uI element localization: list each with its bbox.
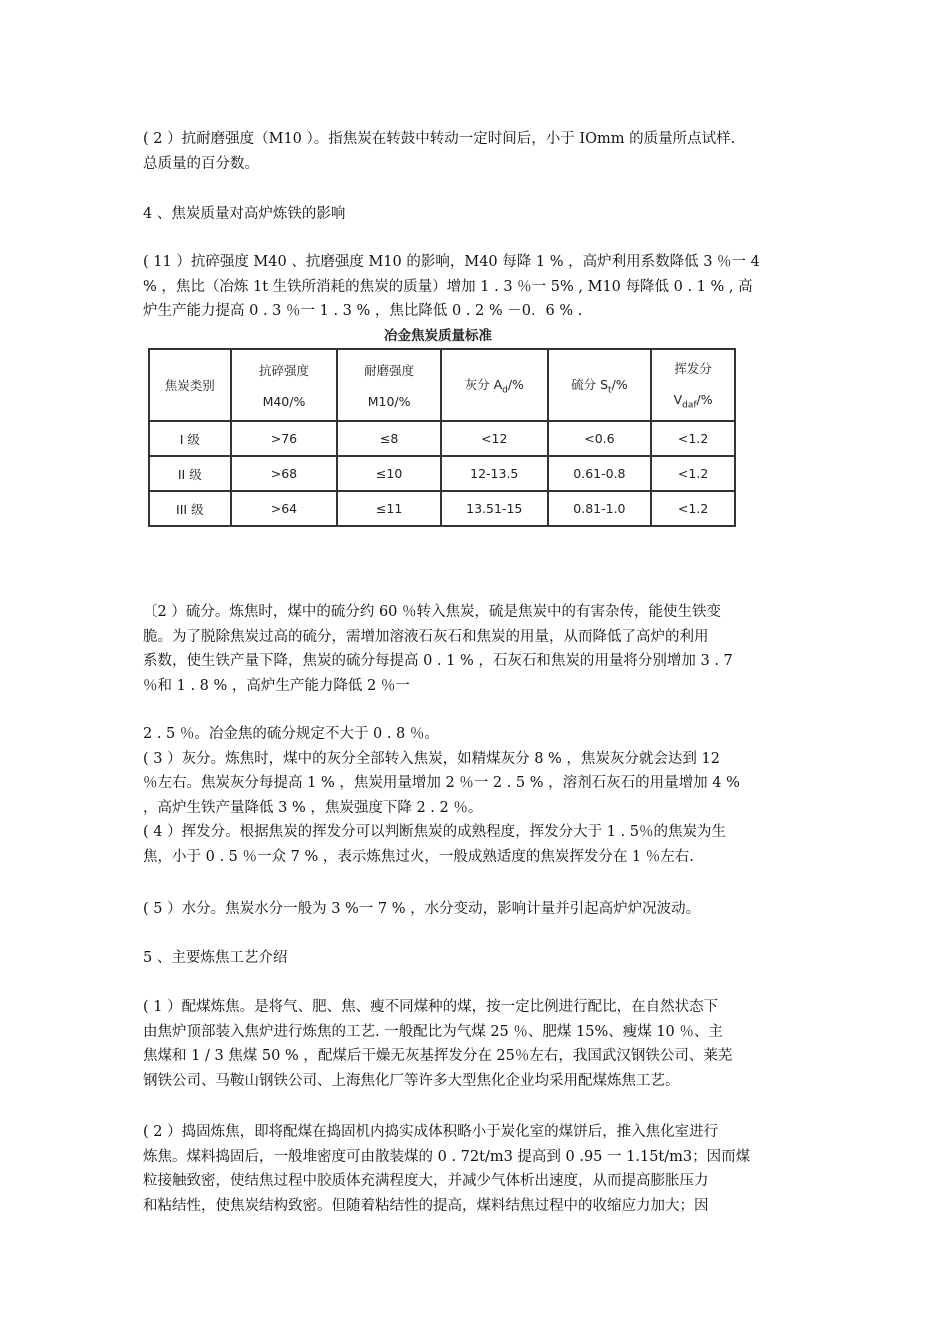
text-line: 粒接触致密，使结焦过程中胶质体充满程度大，并减少气体析出速度，从而提高膨胀压力 [143, 1173, 709, 1189]
text-line: 脆。为了脱除焦炭过高的硫分，需增加溶液石灰石和焦炭的用量，从而降低了高炉的利用 [143, 628, 709, 645]
table-row [149, 491, 735, 526]
paragraph-moisture [143, 897, 813, 922]
text-line: % ，焦比（冶炼 1t 生铁所消耗的焦炭的质量）增加 1 . 3 ％一 5% , M10 每降低 0 . 1 % , 高 [143, 278, 753, 295]
cell-ash: 13.51-15 [441, 491, 548, 526]
cell-class: III 级 [149, 491, 231, 526]
text-line: ( 2 ）抗耐磨强度（M10 ）。指焦炭在转鼓中转动一定时间后，小于 IOmm 的质量所点试样. [143, 131, 736, 147]
heading-text: 4 、焦炭质量对高炉炼铁的影响 [143, 206, 346, 222]
paragraph-strength-impact [143, 250, 813, 324]
cell-sulfur: 0.81-1.0 [548, 491, 652, 526]
cell-volatile: <1.2 [651, 456, 735, 491]
cell-m40: >68 [231, 456, 338, 491]
heading-text: 5 、主要炼焦工艺介绍 [143, 950, 288, 966]
text-line: ％和 1 . 8 % ，高炉生产能力降低 2 ％一 [143, 677, 410, 694]
cell-sulfur: <0.6 [548, 421, 652, 456]
table-row [149, 421, 735, 456]
text-line: 钢铁公司、马鞍山钢铁公司、上海焦化厂等许多大型焦化企业均采用配煤炼焦工艺。 [143, 1072, 680, 1089]
coke-quality-table [148, 348, 736, 527]
paragraph-ash-volatile [143, 722, 813, 869]
text-line: ％左右。焦炭灰分每提高 1 % ，焦炭用量增加 2 ％一 2 . 5 % ，溶剂石灰石的用量增加 4 % [143, 775, 740, 791]
paragraph-sulfur [143, 600, 813, 698]
text-line: 系数，使生铁产量下降，焦炭的硫分每提高 0 . 1 % ，石灰石和焦炭的用量将分别增加 3 . 7 [143, 653, 733, 669]
header-m40: 抗碎强度 M40/% [231, 349, 338, 421]
text-line: ( 5 ）水分。焦炭水分一般为 3 %一 7 % ，水分变动，影响计量并引起高炉炉况波动。 [143, 901, 701, 917]
text-line: 〔2 ）硫分。炼焦时，煤中的硫分约 60 ％转入焦炭，硫是焦炭中的有害杂传，能使生铁变 [143, 604, 721, 620]
cell-ash: 12-13.5 [441, 456, 548, 491]
cell-sulfur: 0.61-0.8 [548, 456, 652, 491]
cell-volatile: <1.2 [651, 421, 735, 456]
text-line: ( 2 ）捣固炼焦，即将配煤在捣固机内捣实成体积略小于炭化室的煤饼后，推入焦化室进行 [143, 1124, 719, 1140]
cell-volatile: <1.2 [651, 491, 735, 526]
section-heading-4 [143, 202, 813, 227]
table-row [149, 456, 735, 491]
header-sulfur: 硫分 $S_t/\%$ [548, 349, 652, 421]
cell-m10: ≤10 [337, 456, 441, 491]
text-line: 2 . 5 ％。冶金焦的硫分规定不大于 0 . 8 ％。 [143, 726, 439, 742]
text-line: 焦，小于 0 . 5 ％一众 7 % ，表示炼焦过火，一般成熟适度的焦炭挥发分在 1 ％左右. [143, 848, 694, 865]
text-line: 总质量的百分数。 [143, 155, 259, 172]
paragraph-blending-coking [143, 995, 813, 1093]
cell-class: II 级 [149, 456, 231, 491]
table-title: 冶金焦炭质量标准 [384, 328, 492, 344]
text-line: 炼焦。煤料捣固后，一般堆密度可由散装煤的 0 . 72t/m3 提高到 0 .95 一 1.15t/m3；因而煤 [143, 1148, 751, 1165]
text-line: ( 3 ）灰分。炼焦时，煤中的灰分全部转入焦炭，如精煤灰分 8 % ，焦炭灰分就会达到 12 [143, 750, 720, 767]
text-line: 由焦炉顶部装入焦炉进行炼焦的工艺. 一般配比为气煤 25 ％、肥煤 15%、瘦煤 10 ％、主 [143, 1023, 723, 1040]
cell-m10: ≤8 [337, 421, 441, 456]
header-coke-class: 焦炭类别 [149, 349, 231, 421]
header-ash: 灰分 $A_d/\%$ [441, 349, 548, 421]
text-line: ( 4 ）挥发分。根据焦炭的挥发分可以判断焦炭的成熟程度，挥发分大于 1 . 5％的焦炭为生 [143, 824, 726, 840]
cell-m40: >76 [231, 421, 338, 456]
cell-ash: <12 [441, 421, 548, 456]
text-line: 和粘结性，使焦炭结构致密。但随着粘结性的提高，煤料结焦过程中的收缩应力加大；因 [143, 1197, 709, 1214]
text-line: ，高炉生铁产量降低 3 % ，焦炭强度下降 2 . 2 ％。 [143, 799, 483, 816]
cell-class: I 级 [149, 421, 231, 456]
text-line: ( 11 ）抗碎强度 M40 、抗磨强度 M10 的影响，M40 每降 1 % ，高炉利用系数降低 3 ％一 4 [143, 254, 760, 270]
cell-m40: >64 [231, 491, 338, 526]
header-m10: 耐磨强度 M10/% [337, 349, 441, 421]
coke-quality-table-image [140, 320, 736, 525]
table-header-row [149, 349, 735, 421]
paragraph-stamp-charging [143, 1120, 813, 1218]
section-heading-5 [143, 946, 813, 971]
cell-m10: ≤11 [337, 491, 441, 526]
text-line: 炉生产能力提高 0 . 3 ％一 1 . 3 % ，焦比降低 0 . 2 % －0．6 % . [143, 303, 583, 319]
text-line: 焦煤和 1 / 3 焦煤 50 % ，配煤后干燥无灰基挥发分在 25％左右，我国武汉钢铁公司、莱芜 [143, 1048, 733, 1064]
paragraph-abrasion-strength [143, 127, 813, 176]
header-volatile: 挥发分 $V_{daf}/\%$ [651, 349, 735, 421]
text-line: ( 1 ）配煤炼焦。是将气、肥、焦、瘦不同煤种的煤，按一定比例进行配比，在自然状态下 [143, 999, 719, 1015]
